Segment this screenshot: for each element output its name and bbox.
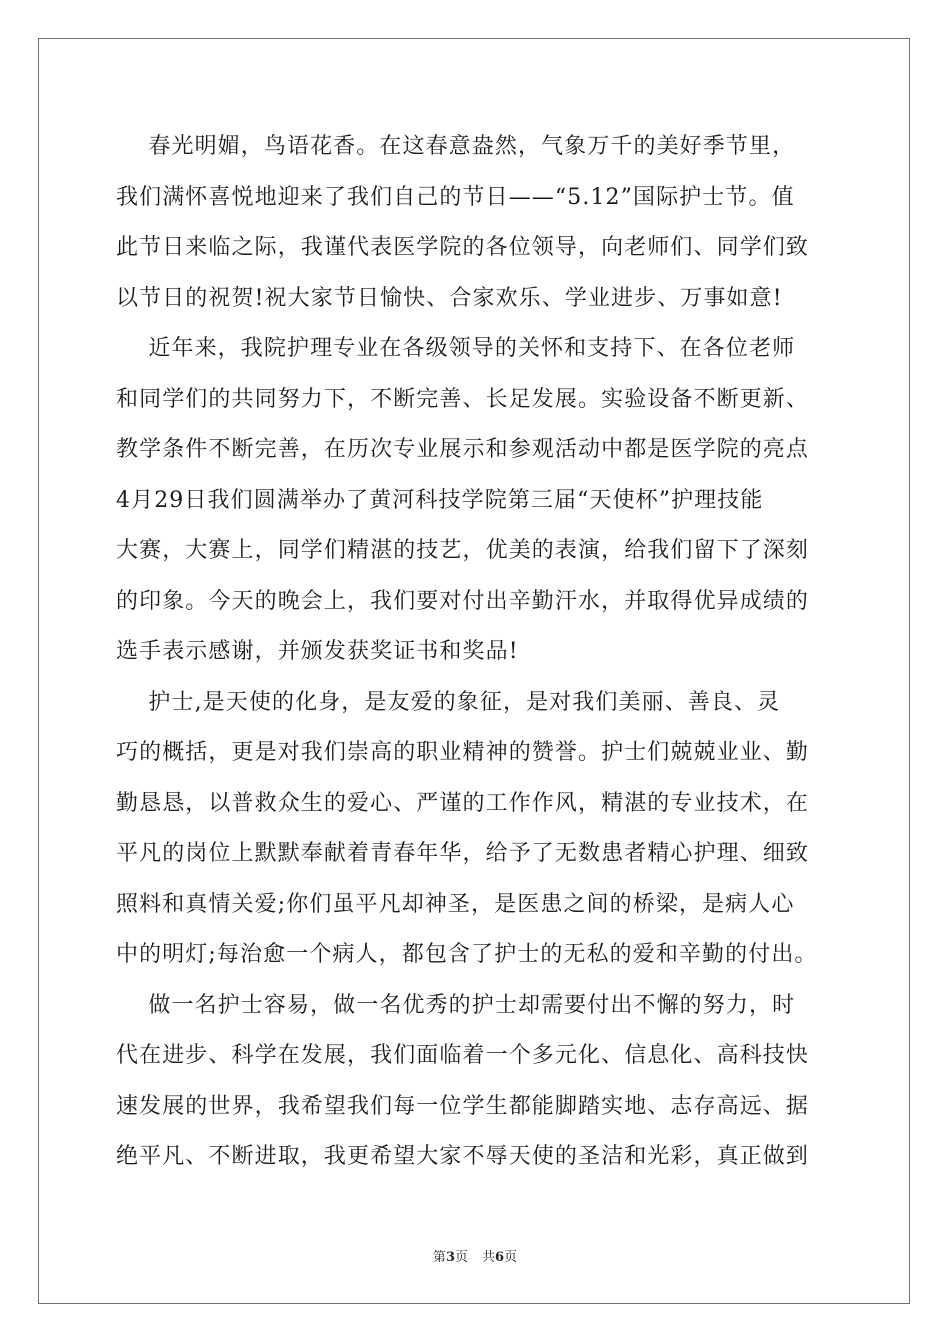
page-total: 共6页 [482,1250,518,1265]
text-line: 速发展的世界，我希望我们每一位学生都能脚踏实地、志存高远、据 [116,1093,810,1119]
text-line: 的印象。今天的晚会上，我们要对付出辛勤汗水，并取得优异成绩的 [116,588,810,614]
document-body [116,122,836,1183]
text-line: 中的明灯;每治愈一个病人，都包含了护士的无私的爱和辛勤的付出。 [116,942,818,967]
text-line: 选手表示感谢，并颁发获奖证书和奖品! [116,639,519,664]
text-line: 平凡的岗位上默默奉献着青春年华，给予了无数患者精心护理、细致 [116,841,810,866]
text-line: 大赛，大赛上，同学们精湛的技艺，优美的表演，给我们留下了深刻 [116,538,810,563]
text-line: 护士,是天使的化身，是友爱的象征，是对我们美丽、善良、灵 [116,689,781,715]
text-line: 和同学们的共同努力下，不断完善、长足发展。实验设备不断更新、 [116,386,810,412]
text-line: 照料和真情关爱;你们虽平凡却神圣，是医患之间的桥梁，是病人心 [116,891,795,917]
text-line: 此节日来临之际，我谨代表医学院的各位领导，向老师们、同学们致 [116,235,810,260]
text-line: 4月29日我们圆满举办了黄河科技学院第三届“天使杯”护理技能 [116,487,764,513]
text-line: 代在进步、科学在发展，我们面临着一个多元化、信息化、高科技快 [116,1043,810,1068]
text-line: 勤恳恳，以普救众生的爱心、严谨的工作作风，精湛的专业技术，在 [116,790,810,816]
text-line: 巧的概括，更是对我们崇高的职业精神的赞誉。护士们兢兢业业、勤 [116,740,810,765]
page-number: 第3页 [432,1250,468,1265]
text-line: 我们满怀喜悦地迎来了我们自己的节日——“5.12”国际护士节。值 [116,184,795,210]
text-line: 近年来，我院护理专业在各级领导的关怀和支持下、在各位老师 [116,336,796,361]
text-line: 以节日的祝贺!祝大家节日愉快、合家欢乐、学业进步、万事如意! [116,285,783,311]
text-line: 教学条件不断完善，在历次专业展示和参观活动中都是医学院的亮点 [116,437,810,462]
page-footer [0,1246,950,1265]
text-line: 春光明媚，鸟语花香。在这春意盎然，气象万千的美好季节里， [116,134,796,159]
text-line: 做一名护士容易，做一名优秀的护士却需要付出不懈的努力，时 [116,992,796,1018]
text-line: 绝平凡、不断进取，我更希望大家不辱天使的圣洁和光彩，真正做到 [116,1144,810,1169]
